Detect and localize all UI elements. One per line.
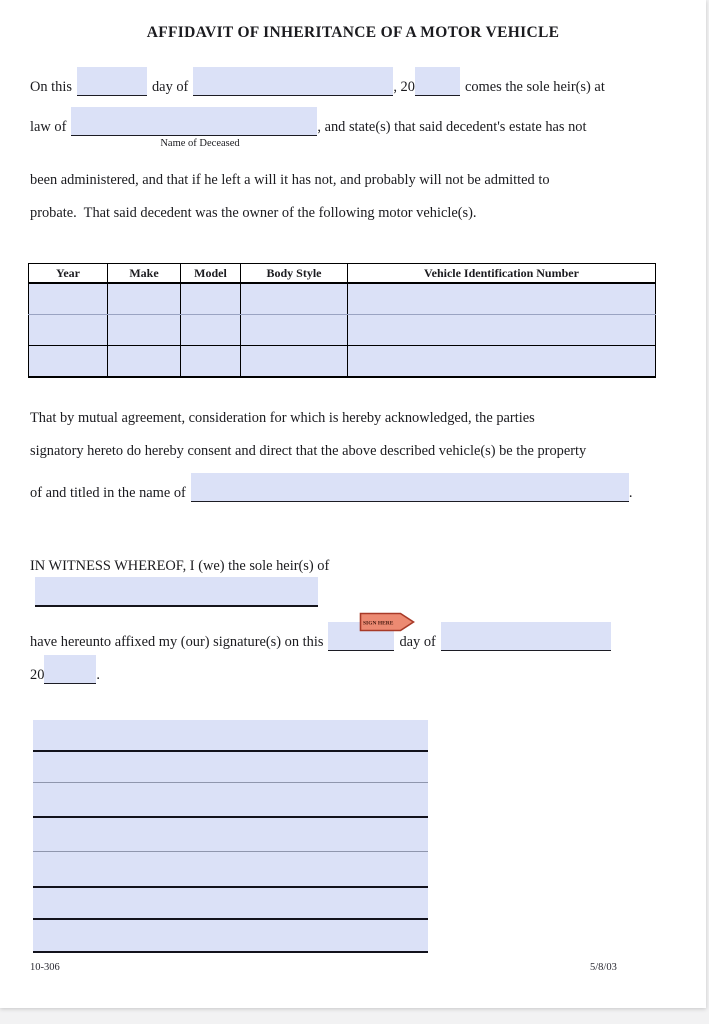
- signature-line-3[interactable]: [33, 783, 428, 818]
- vehicle-cell-vin[interactable]: [348, 283, 656, 315]
- page-title: AFFIDAVIT OF INHERITANCE OF A MOTOR VEHICLE: [146, 24, 560, 41]
- text-20: 20: [30, 667, 45, 684]
- sign-here-marker[interactable]: [359, 612, 415, 633]
- vehicle-cell-year[interactable]: [29, 283, 108, 315]
- text-states: , and state(s) that said decedent's estate has not: [317, 119, 587, 136]
- form-number: 10-306: [30, 962, 60, 973]
- vehicle-cell-make[interactable]: [108, 346, 181, 378]
- witness-line-1: IN WITNESS WHEREOF, I (we) the sole heir(s) of: [30, 558, 330, 574]
- day-number-field[interactable]: [77, 67, 147, 96]
- signature-line-5[interactable]: [33, 852, 428, 888]
- deceased-caption: Name of Deceased: [160, 138, 240, 149]
- vehicle-row-3: [29, 346, 656, 378]
- paragraph-line-2: [30, 104, 587, 136]
- vehicle-cell-body-style[interactable]: [241, 315, 348, 346]
- col-header-year: Year: [29, 264, 108, 284]
- vehicle-cell-make[interactable]: [108, 315, 181, 346]
- vehicle-cell-model[interactable]: [181, 283, 241, 315]
- vehicle-cell-body-style[interactable]: [241, 283, 348, 315]
- vehicle-row-2: [29, 315, 656, 346]
- deceased-name-field[interactable]: [71, 107, 317, 136]
- agreement-line-3: [30, 470, 632, 502]
- text-period-2: .: [96, 667, 100, 684]
- signature-line-4[interactable]: [33, 818, 428, 852]
- vehicle-cell-make[interactable]: [108, 283, 181, 315]
- vehicle-cell-model[interactable]: [181, 346, 241, 378]
- text-day-of-2: day of: [399, 634, 436, 651]
- text-titled-name: of and titled in the name of: [30, 485, 186, 502]
- text-affixed: have hereunto affixed my (our) signature(s) on this: [30, 634, 324, 651]
- paragraph-line-1: [30, 64, 605, 96]
- month-field[interactable]: [193, 67, 393, 96]
- text-on-this: On this: [30, 79, 72, 96]
- signature-line-7[interactable]: [33, 920, 428, 953]
- vehicle-table-header-row: [29, 264, 656, 284]
- signature-line-6[interactable]: [33, 888, 428, 920]
- witness-line-2: [30, 617, 611, 651]
- sign-here-arrow-icon: [359, 612, 415, 633]
- witness-line-3: [30, 652, 100, 684]
- revision-date: 5/8/03: [590, 962, 617, 973]
- vehicle-cell-body-style[interactable]: [241, 346, 348, 378]
- vehicle-table: [28, 263, 656, 378]
- vehicle-cell-year[interactable]: [29, 315, 108, 346]
- signature-line-1[interactable]: [33, 720, 428, 752]
- col-header-model: Model: [181, 264, 241, 284]
- vehicle-cell-model[interactable]: [181, 315, 241, 346]
- col-header-vin: Vehicle Identification Number: [348, 264, 656, 284]
- agreement-line-2: signatory hereto do hereby consent and direct that the above described vehicle(s) be the property: [30, 443, 587, 459]
- paragraph-line-4: probate. That said decedent was the owner of the following motor vehicle(s).: [30, 205, 477, 221]
- col-header-make: Make: [108, 264, 181, 284]
- year-field[interactable]: [415, 67, 460, 96]
- text-heirs: comes the sole heir(s) at: [464, 79, 605, 96]
- text-day-of: day of: [151, 79, 189, 96]
- heir-names-field[interactable]: [35, 577, 318, 607]
- paragraph-line-3: been administered, and that if he left a will it has not, and probably will not be admitted to: [30, 172, 550, 188]
- signature-block: [33, 720, 428, 953]
- vehicle-cell-vin[interactable]: [348, 346, 656, 378]
- signature-year-field[interactable]: [44, 655, 96, 684]
- sign-here-label: SIGN HERE: [363, 620, 394, 627]
- new-owner-name-field[interactable]: [191, 473, 629, 502]
- agreement-line-1: That by mutual agreement, consideration for which is hereby acknowledged, the parties: [30, 410, 535, 426]
- signature-month-field[interactable]: [441, 622, 611, 651]
- col-header-body-style: Body Style: [241, 264, 348, 284]
- vehicle-cell-vin[interactable]: [348, 315, 656, 346]
- vehicle-row-1: [29, 283, 656, 315]
- vehicle-cell-year[interactable]: [29, 346, 108, 378]
- text-comma-20: , 20: [393, 79, 415, 96]
- text-period: .: [628, 485, 633, 502]
- text-law-of: law of: [30, 119, 67, 136]
- signature-line-2[interactable]: [33, 752, 428, 783]
